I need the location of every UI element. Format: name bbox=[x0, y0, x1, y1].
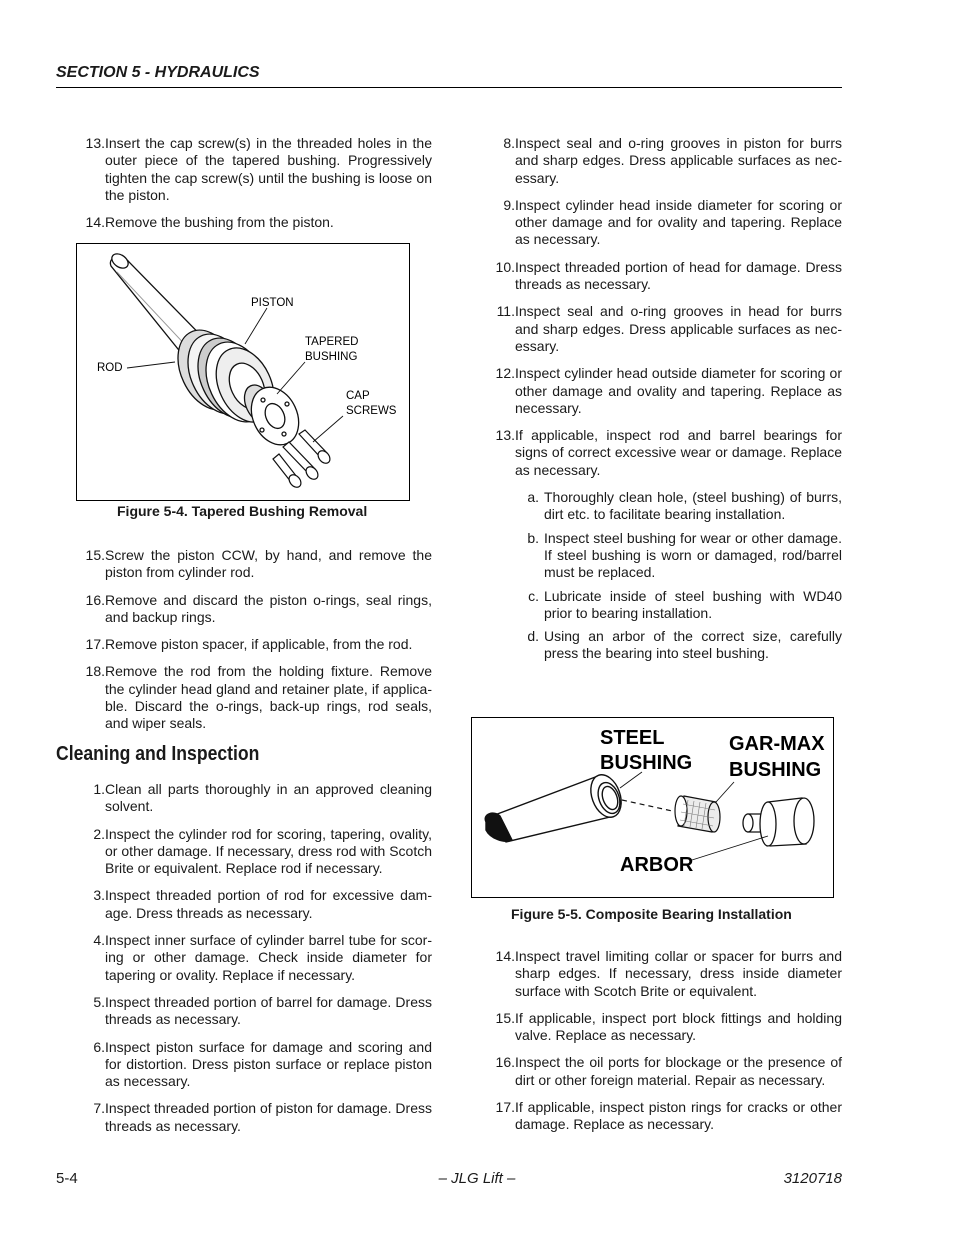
section-header: SECTION 5 - HYDRAULICS bbox=[56, 64, 842, 88]
substep-text: Lubricate inside of steel bushing with WD40 prior to bearing installation. bbox=[544, 587, 842, 621]
step-text: Insert the cap screw(s) in the threaded holes in the outer piece of the tapered bushing. Progressively tighten the cap screw(s) until the bushing is loose on the piston. bbox=[105, 135, 432, 203]
step-number: 14. bbox=[85, 214, 105, 231]
step-number: 15. bbox=[495, 1009, 515, 1026]
label-garmax: GAR-MAX bbox=[729, 733, 825, 755]
step-number: 12. bbox=[495, 365, 515, 382]
substep-letter: c. bbox=[528, 587, 539, 604]
figure-composite-bearing bbox=[471, 717, 834, 898]
step-text: Inspect the cylinder rod for scoring, tapering, ovality, or other damage. If necessary, dress rod with Scotch Brite or equivalent. Replace rod if necessary. bbox=[105, 825, 432, 877]
step-text: Clean all parts thoroughly in an approved cleaning solvent. bbox=[105, 781, 432, 815]
step-number: 13. bbox=[495, 427, 515, 444]
label-screws: SCREWS bbox=[346, 405, 397, 417]
list-item bbox=[478, 303, 842, 355]
list-item bbox=[478, 1010, 842, 1045]
label-steel: STEEL bbox=[600, 727, 665, 749]
document-number: 3120718 bbox=[783, 1170, 842, 1187]
label-tapered: TAPERED bbox=[305, 336, 359, 348]
step-number: 16. bbox=[495, 1054, 515, 1071]
list-subitem bbox=[478, 628, 842, 663]
step-number: 5. bbox=[93, 993, 105, 1010]
list-item bbox=[478, 1099, 842, 1134]
step-number: 6. bbox=[93, 1038, 105, 1055]
step-text: Inspect inner surface of cylinder barrel tube for scor-ing or other damage. Check inside diameter for tapering or ovality. Replace if necessary. bbox=[105, 932, 432, 983]
figure-4-caption: Figure 5-4. Tapered Bushing Removal bbox=[117, 503, 368, 519]
step-text: Inspect threaded portion of head for damage. Dress threads as necessary. bbox=[515, 258, 842, 293]
list-item bbox=[68, 1100, 432, 1135]
list-item bbox=[68, 1039, 432, 1091]
substep-letter: d. bbox=[527, 628, 539, 645]
list-subitem bbox=[478, 489, 842, 524]
cleaning-heading: Cleaning and Inspection bbox=[56, 743, 260, 765]
step-text: If applicable, inspect rod and barrel bearings for signs of correct excessive wear or damage. Replace as necessary. bbox=[515, 427, 842, 478]
right-top-steps bbox=[478, 135, 842, 669]
list-item bbox=[68, 214, 432, 231]
step-text: Inspect seal and o-ring grooves in head for burrs and sharp edges. Dress applicable surfaces as nec-essary. bbox=[515, 303, 842, 354]
step-number: 4. bbox=[93, 932, 105, 949]
list-subitem bbox=[478, 588, 842, 623]
step-text: Inspect travel limiting collar or spacer for burrs and sharp edges. If necessary, dress inside diameter surface with Scotch Brite or equivalent. bbox=[515, 948, 842, 999]
step-number: 14. bbox=[495, 948, 515, 964]
step-text: Inspect threaded portion of rod for excessive dam-age. Dress threads as necessary. bbox=[105, 887, 432, 921]
page-number: 5-4 bbox=[56, 1170, 78, 1187]
right-bottom-steps bbox=[478, 948, 842, 1144]
step-text: Inspect cylinder head inside diameter for scoring or other damage and for ovality and tapering. Replace as necessary. bbox=[515, 196, 842, 248]
step-number: 8. bbox=[503, 135, 515, 151]
list-item bbox=[68, 592, 432, 627]
step-number: 16. bbox=[85, 591, 105, 608]
step-text: Inspect threaded portion of barrel for damage. Dress threads as necessary. bbox=[105, 993, 432, 1028]
left-mid-steps bbox=[68, 547, 432, 743]
label-piston: PISTON bbox=[251, 297, 294, 309]
list-item bbox=[478, 135, 842, 187]
list-item bbox=[478, 948, 842, 1000]
composite-bearing-illustration bbox=[472, 718, 833, 897]
step-text: If applicable, inspect piston rings for cracks or other damage. Replace as necessary. bbox=[515, 1099, 842, 1133]
list-item bbox=[478, 365, 842, 417]
step-text: Inspect piston surface for damage and scoring and for distortion. Dress piston surface or replace piston as necessary. bbox=[105, 1038, 432, 1090]
step-number: 17. bbox=[85, 636, 105, 653]
step-number: 17. bbox=[495, 1099, 515, 1116]
step-number: 13. bbox=[85, 135, 105, 151]
label-rod: ROD bbox=[97, 362, 123, 374]
label-cap: CAP bbox=[346, 390, 370, 402]
step-number: 15. bbox=[85, 547, 105, 563]
substep-letter: b. bbox=[527, 529, 539, 546]
cleaning-steps bbox=[68, 781, 432, 1145]
step-number: 1. bbox=[93, 781, 105, 797]
list-item bbox=[478, 197, 842, 249]
list-item bbox=[478, 1054, 842, 1089]
step-text: Inspect threaded portion of piston for damage. Dress threads as necessary. bbox=[105, 1100, 432, 1134]
substep-letter: a. bbox=[527, 489, 539, 506]
step-text: Remove piston spacer, if applicable, from the rod. bbox=[105, 636, 413, 653]
substep-text: Using an arbor of the correct size, carefully press the bearing into steel bushing. bbox=[544, 628, 842, 662]
step-text: Inspect the oil ports for blockage or the presence of dirt or other foreign material. Repair as necessary. bbox=[515, 1054, 842, 1088]
list-item bbox=[478, 259, 842, 294]
list-item bbox=[68, 663, 432, 732]
step-number: 10. bbox=[495, 258, 515, 275]
list-item bbox=[68, 636, 432, 653]
list-item bbox=[68, 994, 432, 1029]
substep-text: Inspect steel bushing for wear or other damage. If steel bushing is worn or damaged, rod/barrel must be replaced. bbox=[544, 529, 842, 581]
label-steel-bushing: BUSHING bbox=[600, 752, 693, 774]
left-top-steps bbox=[68, 135, 432, 241]
list-item bbox=[68, 547, 432, 582]
step-text: Remove the bushing from the piston. bbox=[105, 214, 334, 231]
list-item bbox=[68, 826, 432, 878]
list-subitem bbox=[478, 530, 842, 582]
label-bushing: BUSHING bbox=[305, 351, 358, 363]
tapered-bushing-illustration bbox=[77, 244, 409, 500]
list-item bbox=[68, 135, 432, 204]
list-item bbox=[478, 427, 842, 479]
step-number: 3. bbox=[93, 887, 105, 904]
step-number: 7. bbox=[93, 1100, 105, 1117]
step-number: 18. bbox=[85, 663, 105, 680]
footer-brand: – JLG Lift – bbox=[438, 1170, 516, 1187]
step-text: Inspect seal and o-ring grooves in piston for burrs and sharp edges. Dress applicable surfaces as nec-essary. bbox=[515, 135, 842, 186]
substep-text: Thoroughly clean hole, (steel bushing) of burrs, dirt etc. to facilitate bearing installation. bbox=[544, 489, 842, 523]
figure-5-caption: Figure 5-5. Composite Bearing Installation bbox=[511, 906, 792, 922]
step-text: Remove the rod from the holding fixture. Remove the cylinder head gland and retainer plate, if applica-ble. Discard the o-rings, back-up rings, rod seals, and wiper seals. bbox=[105, 663, 432, 732]
list-item bbox=[68, 887, 432, 922]
step-text: Inspect cylinder head outside diameter for scoring or other damage and ovality and tapering. Replace as necessary. bbox=[515, 365, 842, 416]
step-text: Remove and discard the piston o-rings, seal rings, and backup rings. bbox=[105, 591, 432, 625]
step-number: 11. bbox=[496, 303, 515, 320]
step-number: 9. bbox=[503, 196, 515, 213]
step-text: Screw the piston CCW, by hand, and remove the piston from cylinder rod. bbox=[105, 547, 432, 581]
label-arbor: ARBOR bbox=[620, 854, 694, 876]
step-text: If applicable, inspect port block fittings and holding valve. Replace as necessary. bbox=[515, 1009, 842, 1044]
list-item bbox=[68, 932, 432, 984]
step-number: 2. bbox=[93, 825, 105, 842]
figure-tapered-bushing bbox=[76, 243, 410, 501]
list-item bbox=[68, 781, 432, 816]
label-garmax-bushing: BUSHING bbox=[729, 759, 822, 781]
